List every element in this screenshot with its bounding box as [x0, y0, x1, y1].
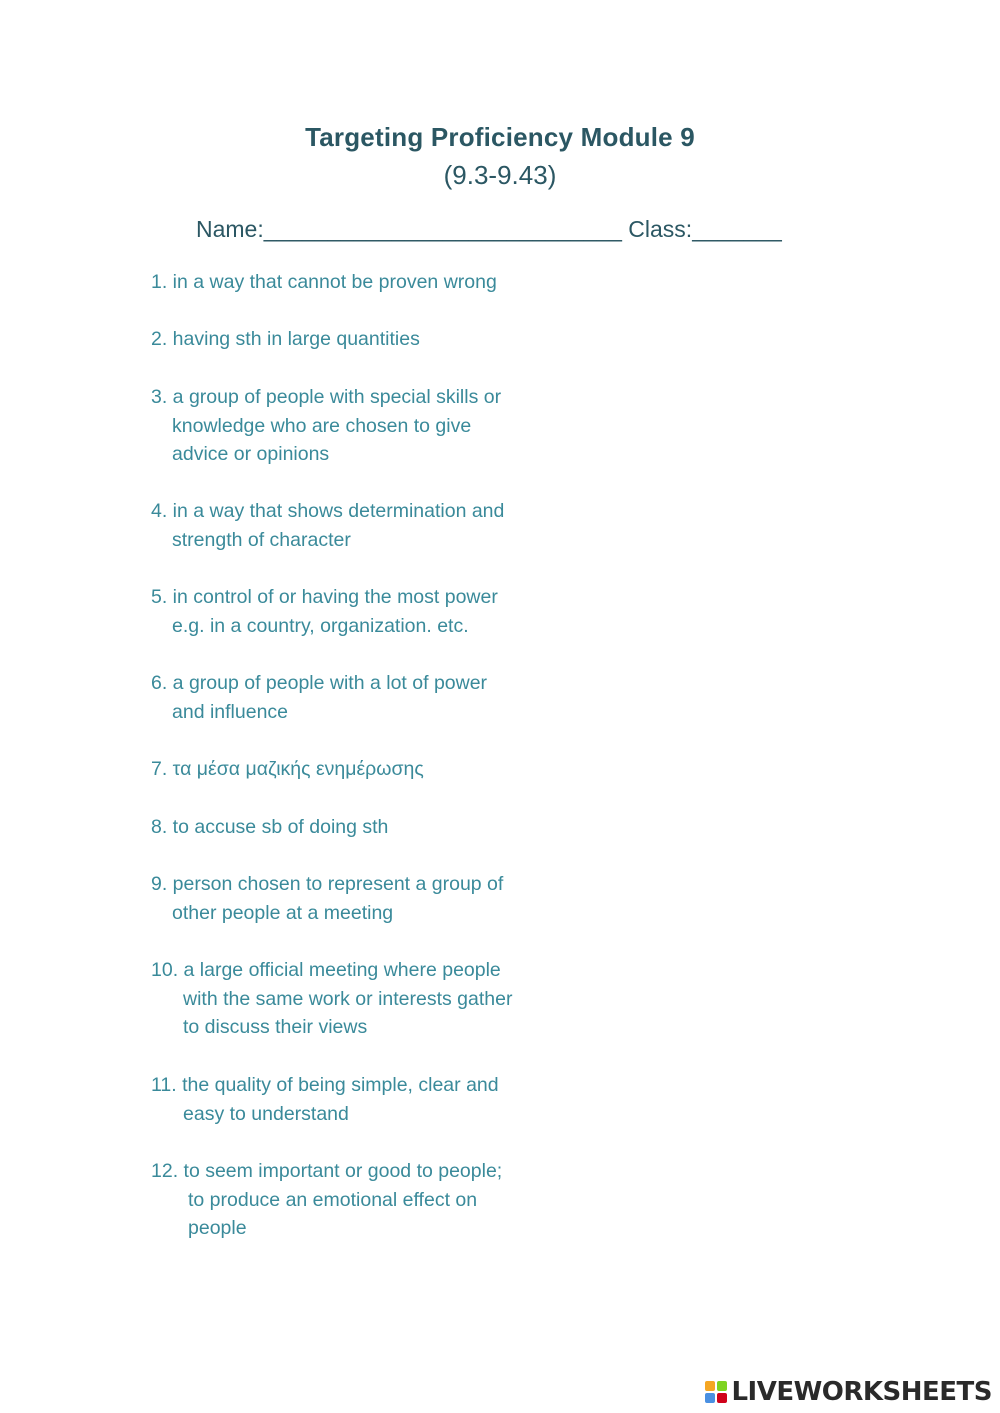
list-item [151, 956, 512, 1042]
worksheet-title: Targeting Proficiency Module 9 [305, 122, 695, 152]
list-item [151, 1071, 499, 1128]
logo-square [717, 1393, 727, 1403]
item-line: people [188, 1217, 247, 1240]
list-item [151, 325, 420, 354]
item-line: knowledge who are chosen to give [172, 414, 472, 437]
item-line: 5. in control of or having the most power [151, 586, 498, 608]
item-line: 11. the quality of being simple, clear and [151, 1074, 499, 1096]
list-item [151, 870, 503, 927]
item-line: advice or opinions [172, 443, 330, 466]
worksheet-subtitle: (9.3-9.43) [443, 160, 557, 190]
item-line: 12. to seem important or good to people; [151, 1160, 503, 1182]
item-line: with the same work or interests gather [183, 987, 513, 1010]
item-line: 9. person chosen to represent a group of [151, 873, 504, 895]
item-line: to discuss their views [183, 1016, 368, 1039]
list-item [151, 813, 388, 842]
name-class-line: Name:____________________________ Class:_______ [196, 216, 782, 242]
list-item [151, 669, 487, 726]
list-item [151, 268, 497, 297]
logo-mark-icon [705, 1381, 727, 1403]
item-line: 6. a group of people with a lot of power [151, 672, 488, 694]
logo-square [705, 1393, 715, 1403]
item-line: 3. a group of people with special skills or [151, 386, 502, 408]
item-line: easy to understand [183, 1102, 349, 1125]
list-item [151, 583, 498, 640]
item-line: 2. having sth in large quantities [151, 328, 420, 350]
logo-square [717, 1381, 727, 1391]
item-line: 8. to accuse sb of doing sth [151, 816, 389, 838]
item-line: to produce an emotional effect on [188, 1188, 478, 1211]
item-line: other people at a meeting [172, 901, 394, 924]
item-line: 1. in a way that cannot be proven wrong [151, 271, 497, 293]
liveworksheets-logo [705, 1377, 992, 1407]
list-item [151, 497, 504, 554]
item-line: e.g. in a country, organization. etc. [172, 614, 469, 637]
logo-text: LIVEWORKSHEETS [731, 1377, 992, 1407]
item-line: strength of character [172, 528, 351, 551]
list-item [151, 755, 424, 784]
logo-square [705, 1381, 715, 1391]
item-line: 10. a large official meeting where people [151, 959, 501, 981]
item-line: 4. in a way that shows determination and [151, 500, 505, 522]
item-line: 7. τα μέσα μαζικής ενημέρωσης [151, 758, 424, 780]
item-line: and influence [172, 700, 289, 723]
list-item [151, 383, 501, 469]
list-item [151, 1157, 502, 1243]
